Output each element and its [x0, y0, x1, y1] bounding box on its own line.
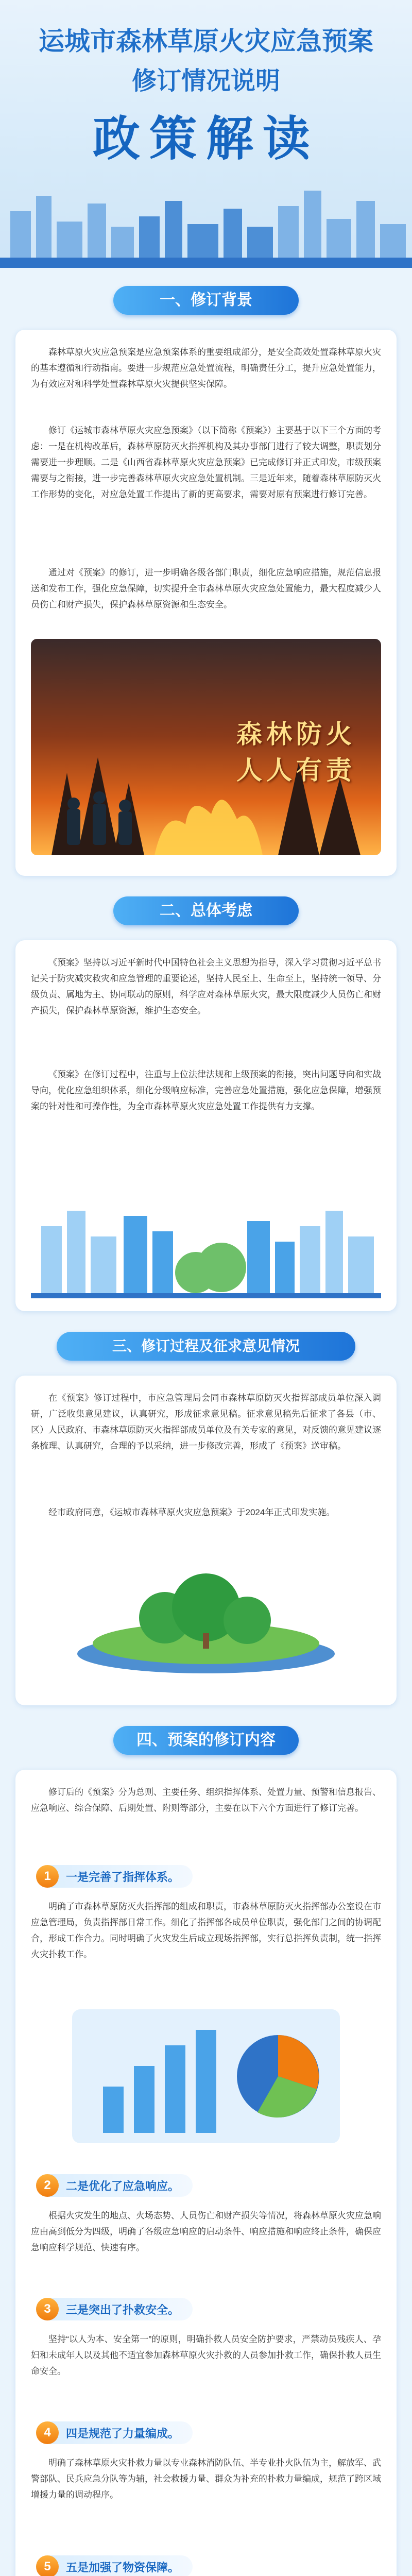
- item1-text: 明确了市森林草原防灭火指挥部的组成和职责，市森林草原防灭火指挥部办公室设在市应急管理局，负责指挥部日常工作。细化了指挥部各成员单位职责，强化部门之间的协调配合，形成工作合力。同时明确了火灾发生后成立现场指挥部，实行总指挥负责制，统一指挥火灾扑救工作。: [31, 1902, 381, 1959]
- section4-heading: 四、预案的修订内容: [113, 1726, 299, 1755]
- header-title-line2: 修订情况说明: [131, 67, 280, 95]
- item4-title: 四是规范了力量编成。: [66, 2427, 180, 2440]
- section3-paragraph-2: 经市政府同意，《运城市森林草原火灾应急预案》于2024年正式印发实施。: [48, 1507, 335, 1517]
- item4-text: 明确了森林草原火灾扑救力量以专业森林消防队伍、半专业扑火队伍为主，解放军、武警部队、民兵应急分队等为辅，社会救援力量、群众为补充的扑救力量编成，规范了跨区域增援力量的调动程序。: [31, 2458, 381, 2500]
- city-industry-illustration: [31, 1195, 381, 1298]
- item4-tag: [36, 2421, 193, 2444]
- fire-slogan: 森林防火 人人有责: [236, 719, 356, 785]
- city-skyline-illustration: [0, 175, 412, 268]
- section2-paragraph-1: 《预案》坚持以习近平新时代中国特色社会主义思想为指导，深入学习贯彻习近平总书记关于防灾减灾救灾和应急管理的重要论述，坚持人民至上、生命至上，坚持统一领导、分级负责、属地为主、协同联动的原则，科学应对森林草原火灾，最大限度减少人员伤亡和财产损失，保护森林草原资源，维护生态安全。: [31, 958, 381, 1015]
- item5-title: 五是加强了物资保障。: [66, 2561, 180, 2574]
- section1-heading: 一、修订背景: [113, 286, 299, 315]
- item5-number: 5: [36, 2555, 59, 2576]
- section3-heading: 三、修订过程及征求意见情况: [57, 1332, 355, 1361]
- header-title-big: 政策解读: [92, 113, 319, 165]
- item2-title: 二是优化了应急响应。: [66, 2179, 180, 2193]
- item1-tag: [36, 1865, 193, 1888]
- item3-tag: [36, 2298, 193, 2320]
- forest-fire-photo: [31, 639, 381, 855]
- section2-heading: 二、总体考虑: [113, 896, 299, 925]
- section2-paragraph-2: 《预案》在修订过程中，注重与上位法律法规和上级预案的衔接，突出问题导向和实战导向，优化应急组织体系，细化分级响应标准，完善应急处置措施，强化应急保障，增强预案的针对性和可操作性，为全市森林草原火灾应急处置工作提供有力支撑。: [31, 1070, 381, 1111]
- section4-intro: 修订后的《预案》分为总则、主要任务、组织指挥体系、处置力量、预警和信息报告、应急响应、综合保障、后期处置、附则等部分，主要在以下六个方面进行了修订完善。: [31, 1787, 381, 1813]
- data-chart-illustration: [62, 1999, 350, 2154]
- item2-tag: [36, 2174, 193, 2197]
- item2-number: 2: [36, 2174, 59, 2197]
- header-banner: [0, 0, 412, 268]
- section1-paragraph-2: 修订《运城市森林草原火灾应急预案》（以下简称《预案》）主要基于以下三个方面的考虑：一是在机构改革后，森林草原防灭火指挥机构及其办事部门进行了较大调整，职责划分需要进一步理顺。二是《山西省森林草原火灾应急预案》已完成修订并正式印发，市级预案需要与之衔接，进一步完善森林草原火灾应急处置机制。三是近年来，随着森林草原防灭火工作形势的变化，对应急处置工作提出了新的更高要求，需要对原有预案进行修订完善。: [31, 426, 381, 499]
- item1-number: 1: [36, 1865, 59, 1888]
- item4-number: 4: [36, 2421, 59, 2444]
- section3-paragraph-1: 在《预案》修订过程中，市应急管理局会同市森林草原防灭火指挥部成员单位深入调研，广泛收集意见建议，认真研究，形成征求意见稿。征求意见稿先后征求了各县（市、区）人民政府、市森林草原防灭火指挥部成员单位及有关专家的意见，对反馈的意见建议逐条梳理、认真研究，合理的予以采纳，进一步修改完善，形成了《预案》送审稿。: [31, 1393, 381, 1451]
- green-island-illustration: [62, 1556, 350, 1680]
- section1-paragraph-3: 通过对《预案》的修订，进一步明确各级各部门职责，细化应急响应措施，规范信息报送和发布工作，强化应急保障，切实提升全市森林草原火灾应急处置能力，最大程度减少人员伤亡和财产损失，保护森林草原资源和生态安全。: [31, 568, 381, 609]
- item2-text: 根据火灾发生的地点、火场态势、人员伤亡和财产损失等情况，将森林草原火灾应急响应由高到低分为四级，明确了各级应急响应的启动条件、响应措施和响应终止条件，确保应急响应科学规范、快速有序。: [31, 2211, 381, 2252]
- section1-paragraph-1: 森林草原火灾应急预案是应急预案体系的重要组成部分，是安全高效处置森林草原火灾的基本遵循和行动指南。要进一步规范应急处置流程，明确责任分工，提升应急处置能力，为有效应对和科学处置森林草原火灾提供坚实保障。: [31, 347, 381, 389]
- header-title-line1: 运城市森林草原火灾应急预案: [39, 27, 373, 56]
- item3-number: 3: [36, 2298, 59, 2320]
- item3-title: 三是突出了扑救安全。: [66, 2303, 180, 2316]
- item1-title: 一是完善了指挥体系。: [66, 1870, 180, 1884]
- item3-text: 坚持“以人为本、安全第一”的原则，明确扑救人员安全防护要求，严禁动员残疾人、孕妇和未成年人以及其他不适宜参加森林草原火灾扑救的人员参加扑救工作，确保扑救人员生命安全。: [31, 2334, 381, 2376]
- item5-tag: [36, 2555, 193, 2576]
